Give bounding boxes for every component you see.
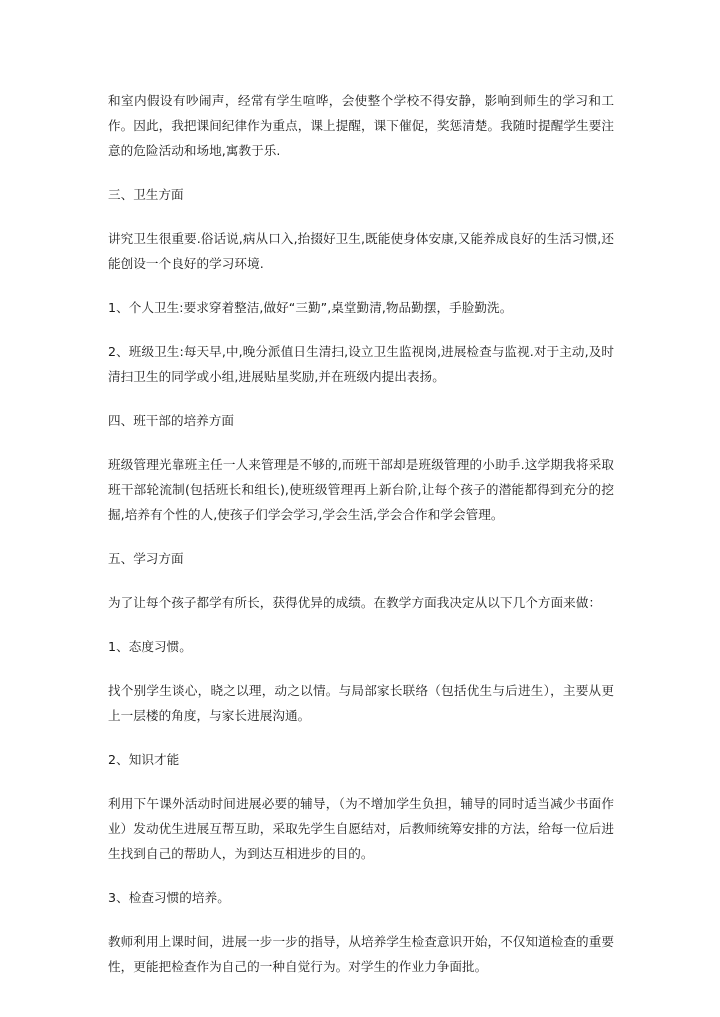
paragraph-attitude-habits: 找个别学生谈心，晓之以理，动之以情。与局部家长联络（包括优生与后进生），主要从更上一层楼的角度，与家长进展沟通。 <box>108 683 614 723</box>
paragraph-checking-habits: 教师利用上课时间，进展一步一步的指导，从培养学生检查意识开始，不仅知道检查的重要性，更能把检查作为自己的一种自觉行为。对学生的作业力争面批。 <box>108 934 614 974</box>
section-heading-cadre-training: 四、班干部的培养方面 <box>108 413 234 428</box>
paragraph-discipline-intro: 和室内假设有吵闹声，经常有学生喧哗，会使整个学校不得安静，影响到师生的学习和工作。因此，我把课间纪律作为重点，课上提醒，课下催促，奖惩清楚。我随时提醒学生要注意的危险活动和场地,寓教于乐. <box>108 93 614 158</box>
paragraph-study-intro: 为了让每个孩子都学有所长，获得优异的成绩。在教学方面我决定从以下几个方面来做： <box>108 595 602 610</box>
section-heading-study: 五、学习方面 <box>108 551 184 566</box>
paragraph-knowledge-ability: 利用下午课外活动时间进展必要的辅导，（为不增加学生负担，辅导的同时适当减少书面作业）发动优生进展互帮互助，采取先学生自愿结对，后教师统筹安排的方法，给每一位后进生找到自己的帮助人，为到达互相进步的目的。 <box>108 796 614 861</box>
section-heading-hygiene: 三、卫生方面 <box>108 187 184 202</box>
paragraph-class-hygiene: 2、班级卫生:每天早,中,晚分派值日生清扫,设立卫生监视岗,进展检查与监视.对于主动,及时清扫卫生的同学或小组,进展贴星奖励,并在班级内提出表扬。 <box>108 344 614 384</box>
subheading-knowledge-ability: 2、知识才能 <box>108 752 180 767</box>
subheading-attitude-habits: 1、态度习惯。 <box>108 639 192 654</box>
paragraph-hygiene-intro: 讲究卫生很重要.俗话说,病从口入,抬掇好卫生,既能使身体安康,又能养成良好的生活习惯,还能创设一个良好的学习环境. <box>108 231 614 271</box>
document-body <box>108 88 614 979</box>
paragraph-cadre-training: 班级管理光靠班主任一人来管理是不够的,而班干部却是班级管理的小助手.这学期我将采取班干部轮流制(包括班长和组长),使班级管理再上新台阶,让每个孩子的潜能都得到充分的挖掘,培养有个性的人,使孩子们学会学习,学会生活,学会合作和学会管理。 <box>108 457 614 522</box>
paragraph-personal-hygiene: 1、个人卫生:要求穿着整洁,做好“三勤”,桌堂勤清,物品勤摆，手脸勤洗。 <box>108 300 513 315</box>
subheading-checking-habits: 3、检查习惯的培养。 <box>108 890 230 905</box>
